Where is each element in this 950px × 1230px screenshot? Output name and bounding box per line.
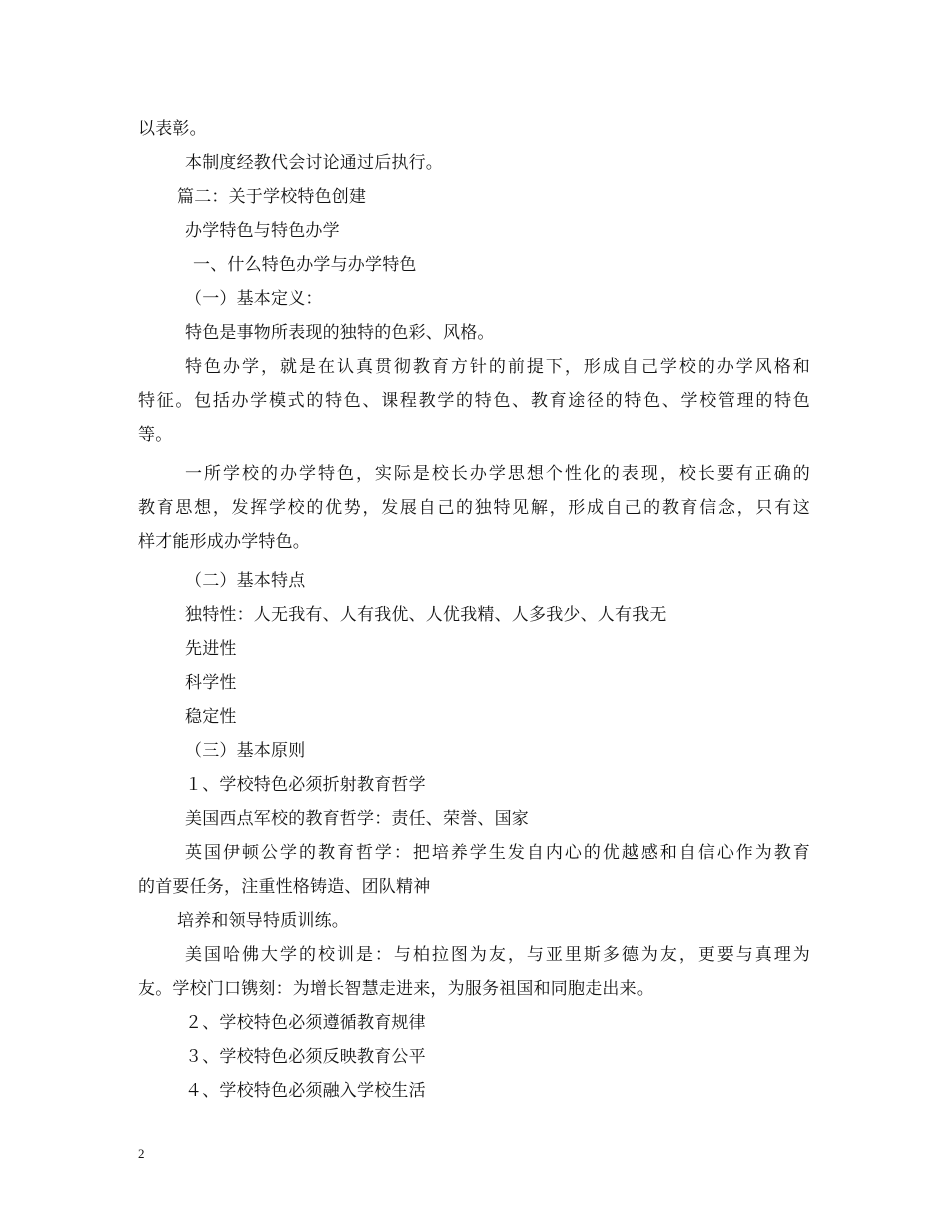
paragraph-line: 特征。包括办学模式的特色、课程教学的特色、教育途径的特色、学校管理的特色 (138, 391, 810, 411)
subsection-heading: （三）基本原则 (185, 741, 306, 761)
paragraph-line: 英国伊顿公学的教育哲学：把培养学生发自内心的优越感和自信心作为教育 (185, 843, 810, 863)
text-line: 以表彰。 (138, 119, 207, 139)
list-item: 科学性 (185, 673, 237, 693)
numbered-item: ４、学校特色必须融入学校生活 (185, 1081, 426, 1101)
paragraph-line: 友。学校门口镌刻：为增长智慧走进来，为服务祖国和同胞走出来。 (138, 979, 654, 999)
paragraph-line: 教育思想，发挥学校的优势，发展自己的独特见解，形成自己的教育信念，只有这 (138, 498, 810, 518)
text-line: 美国西点军校的教育哲学：责任、荣誉、国家 (185, 809, 529, 829)
document-title: 办学特色与特色办学 (185, 221, 340, 241)
text-line: 特色是事物所表现的独特的色彩、风格。 (185, 323, 495, 343)
paragraph-line: 美国哈佛大学的校训是：与柏拉图为友，与亚里斯多德为友，更要与真理为 (185, 945, 810, 965)
paragraph-line: 的首要任务，注重性格铸造、团队精神 (138, 877, 431, 897)
subsection-heading: （一）基本定义： (185, 289, 323, 309)
numbered-item: ３、学校特色必须反映教育公平 (185, 1047, 426, 1067)
paragraph-line: 特色办学，就是在认真贯彻教育方针的前提下，形成自己学校的办学风格和 (185, 357, 810, 377)
numbered-item: ２、学校特色必须遵循教育规律 (185, 1013, 426, 1033)
paragraph-line: 一所学校的办学特色，实际是校长办学思想个性化的表现，校长要有正确的 (185, 464, 810, 484)
text-line: 本制度经教代会讨论通过后执行。 (185, 153, 443, 173)
text-line: 独特性：人无我有、人有我优、人优我精、人多我少、人有我无 (185, 605, 667, 625)
numbered-item: １、学校特色必须折射教育哲学 (185, 775, 426, 795)
paragraph-line: 等。 (138, 425, 173, 445)
list-item: 先进性 (185, 639, 237, 659)
section-heading: 一、什么特色办学与办学特色 (193, 255, 417, 275)
list-item: 稳定性 (185, 707, 237, 727)
section-heading: 篇二：关于学校特色创建 (177, 187, 367, 207)
paragraph-line: 培养和领导特质训练。 (177, 911, 349, 931)
subsection-heading: （二）基本特点 (185, 571, 306, 591)
page-number: 2 (138, 1146, 145, 1161)
paragraph-line: 样才能形成办学特色。 (138, 532, 310, 552)
